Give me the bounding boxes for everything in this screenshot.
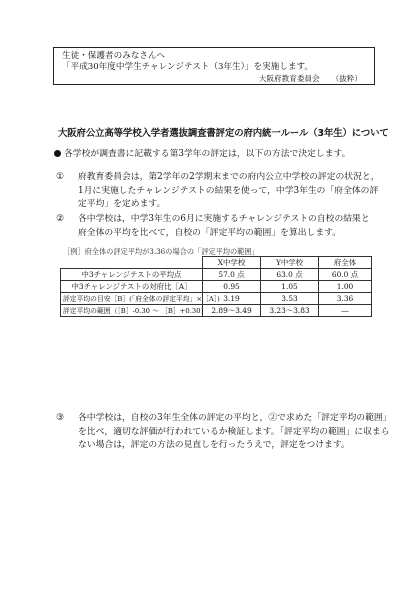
intro-text: 各学校が調査書に記載する第3学年の評定は，以下の方法で決定します。 bbox=[64, 149, 351, 159]
row-label: 評定平均の目安［B］(「府全体の評定平均」×［A］) bbox=[61, 293, 203, 305]
paragraph-3-line: ない場合は，評定の方法の見直しを行ったうえで，評定をつけます。 bbox=[78, 440, 350, 450]
notice-issuer-line bbox=[259, 73, 362, 84]
notice-issuer: 大阪府教育委員会 bbox=[258, 74, 320, 83]
table-cell: 3.36 bbox=[319, 293, 372, 305]
table-row bbox=[61, 293, 372, 305]
paragraph-1-line: 府教育委員会は，第2学年の2学期末までの府内公立中学校の評定の状況と， bbox=[78, 172, 380, 182]
table-cell: 2.89～3.49 bbox=[203, 304, 261, 316]
row-label: 中3チャレンジテストの平均点 bbox=[61, 269, 203, 281]
notice-greeting: 生徒・保護者のみなさんへ bbox=[62, 51, 165, 61]
paragraph-2 bbox=[56, 213, 376, 241]
bullet-icon bbox=[54, 150, 61, 157]
example-caption: ［例］府全体の評定平均が3.36の場合の「評定平均の範囲」 bbox=[63, 247, 259, 256]
section-heading: 大阪府公立高等学校入学者選抜調査書評定の府内統一ルール（3年生）について bbox=[58, 128, 389, 139]
column-header: 府全体 bbox=[319, 257, 372, 269]
notice-excerpt: （抜粋） bbox=[331, 74, 362, 83]
paragraph-1-line: 定平均」を定めます。 bbox=[78, 199, 166, 209]
row-label: 評定平均の範囲（［B］-0.30 ～ ［B］+0.30） bbox=[61, 304, 203, 316]
table-row bbox=[61, 269, 372, 281]
table-cell: 60.0 点 bbox=[319, 269, 372, 281]
paragraph-2-number: ② bbox=[56, 214, 64, 224]
paragraph-1-line: 1月に実施したチャレンジテストの結果を使って，中学3年生の「府全体の評 bbox=[78, 185, 379, 196]
paragraph-3-line: 各中学校は，自校の3年生全体の評定の平均と，②で求めた「評定平均の範囲」 bbox=[78, 413, 392, 423]
table-cell: 63.0 点 bbox=[261, 269, 319, 281]
table-cell: 3.23～3.83 bbox=[261, 304, 319, 316]
table-row bbox=[61, 304, 372, 316]
table-cell: 3.19 bbox=[203, 293, 261, 305]
column-header: Y中学校 bbox=[261, 257, 319, 269]
table-corner bbox=[61, 257, 203, 269]
paragraph-1 bbox=[56, 171, 380, 211]
row-label: 中3チャレンジテストの対府比［A］ bbox=[61, 281, 203, 293]
intro-line bbox=[54, 146, 350, 159]
table-cell: ― bbox=[319, 304, 372, 316]
evaluation-table bbox=[60, 256, 372, 317]
paragraph-3-line: を比べ，適切な評価が行われているか検証します。「評定平均の範囲」に収まら bbox=[78, 426, 390, 437]
paragraph-2-line: 各中学校は，中学3年生の6月に実施するチャレンジテストの自校の結果と bbox=[78, 214, 370, 224]
paragraph-2-line: 府全体の平均を比べて，自校の「評定平均の範囲」を算出します。 bbox=[78, 227, 342, 238]
notice-announcement: 「平成30年度中学生チャレンジテスト（3年生）」を実施します。 bbox=[62, 62, 314, 72]
table-cell: 57.0 点 bbox=[203, 269, 261, 281]
table-cell: 3.53 bbox=[261, 293, 319, 305]
paragraph-1-number: ① bbox=[56, 172, 64, 182]
table-header-row bbox=[61, 257, 372, 269]
table-cell: 1.05 bbox=[261, 281, 319, 293]
paragraph-3-number: ③ bbox=[56, 413, 64, 423]
notice-box bbox=[53, 47, 375, 85]
table-cell: 0.95 bbox=[203, 281, 261, 293]
table-row bbox=[61, 281, 372, 293]
paragraph-3 bbox=[56, 412, 392, 452]
column-header: X中学校 bbox=[203, 257, 261, 269]
table-cell: 1.00 bbox=[319, 281, 372, 293]
